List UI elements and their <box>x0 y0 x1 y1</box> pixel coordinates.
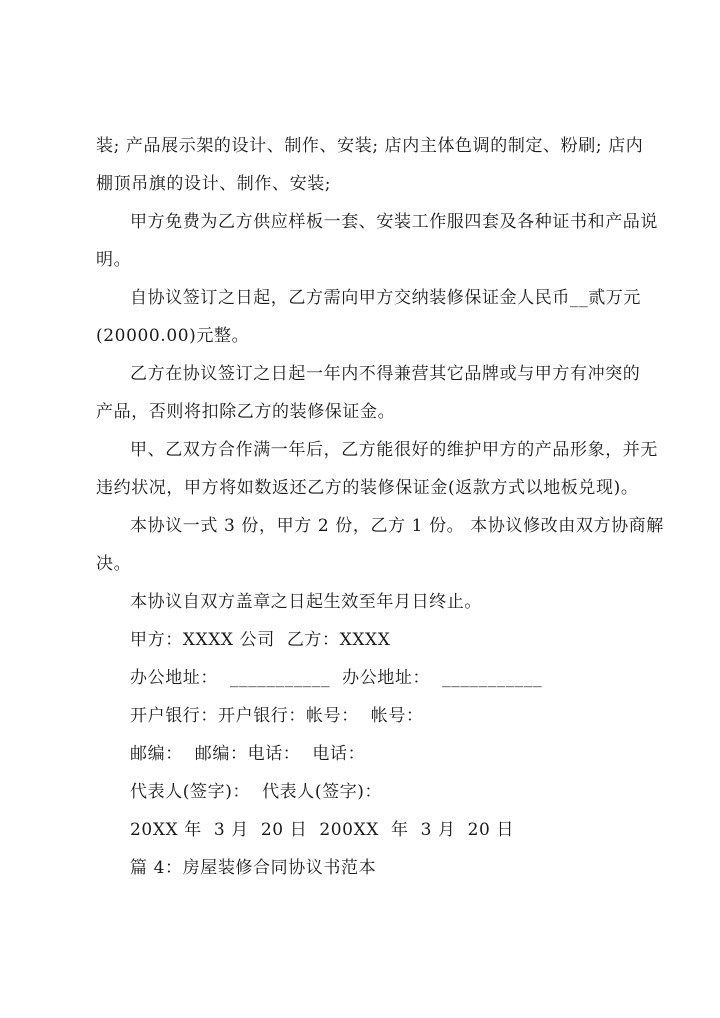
text-line: 棚顶吊旗的设计、制作、安装; <box>96 174 332 194</box>
text-line: 自协议签订之日起，乙方需向甲方交纳装修保证金人民币__贰万元 <box>130 288 641 308</box>
text-line: 违约状况，甲方将如数返还乙方的装修保证金(返款方式以地板兑现)。 <box>96 478 639 498</box>
text-line: 代表人(签字)： 代表人(签字)： <box>130 782 383 802</box>
text-line: 开户银行：开户银行：帐号： 帐号： <box>130 706 424 726</box>
text-line: 乙方在协议签订之日起一年内不得兼营其它品牌或与甲方有冲突的 <box>130 364 641 384</box>
text-line: 本协议自双方盖章之日起生效至年月日终止。 <box>130 592 482 612</box>
text-line: 20XX 年 3 月 20 日 200XX 年 3 月 20 日 <box>130 820 515 840</box>
text-line: 明。 <box>96 250 132 270</box>
text-line: 甲方：XXXX 公司 乙方：XXXX <box>130 630 391 650</box>
text-line: (20000.00)元整。 <box>96 326 250 346</box>
text-line: 本协议一式 3 份，甲方 2 份，乙方 1 份。 本协议修改由双方协商解 <box>130 516 664 536</box>
text-line: 产品，否则将扣除乙方的装修保证金。 <box>96 402 396 422</box>
text-line: 邮编： 邮编：电话： 电话： <box>130 744 366 764</box>
section-heading: 篇 4：房屋装修合同协议书范本 <box>130 858 377 878</box>
text-line: 甲、乙双方合作满一年后，乙方能很好的维护甲方的产品形象，并无 <box>130 440 658 460</box>
text-line: 办公地址： ___________ 办公地址： ___________ <box>130 668 543 688</box>
text-line: 甲方免费为乙方供应样板一套、安装工作服四套及各种证书和产品说 <box>130 212 658 232</box>
text-line: 装; 产品展示架的设计、制作、安装; 店内主体色调的制定、粉刷; 店内 <box>96 136 644 156</box>
text-line: 决。 <box>96 554 132 574</box>
